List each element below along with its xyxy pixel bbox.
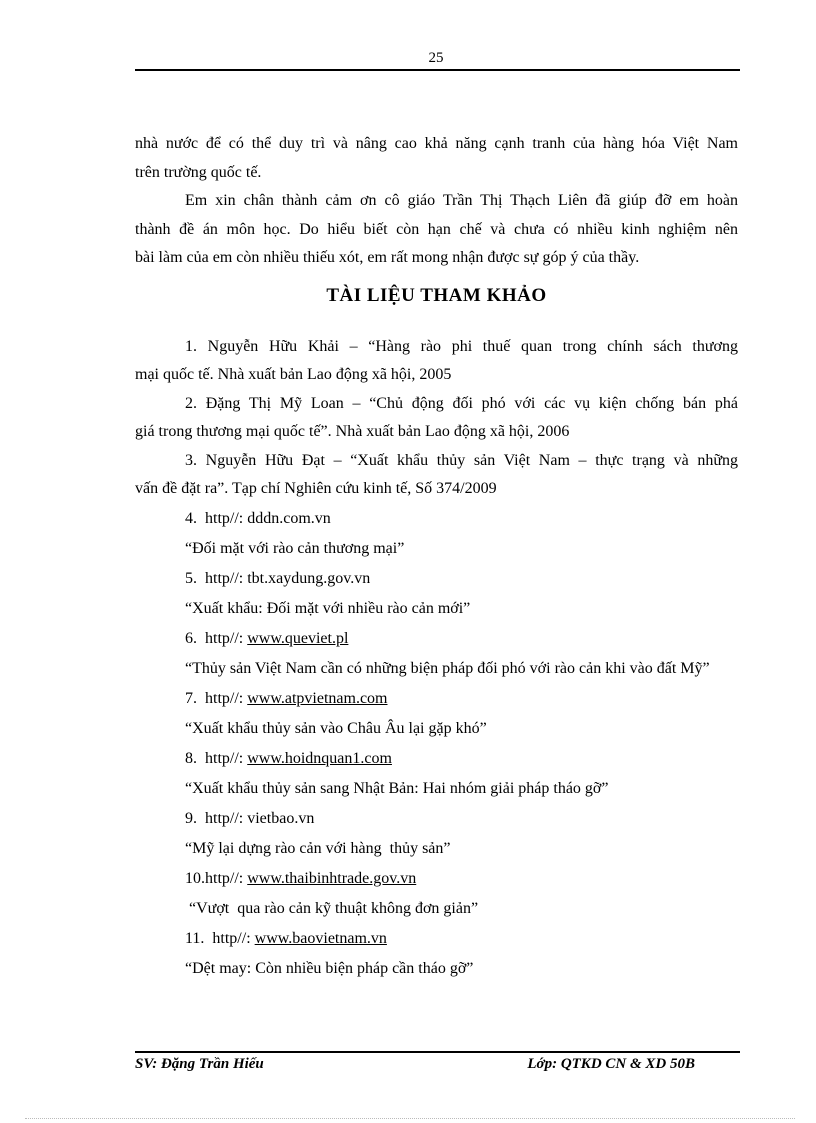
footer-rule [135, 1051, 740, 1053]
reference-title: “Dệt may: Còn nhiều biện pháp cần tháo gỡ” [185, 959, 474, 977]
reference-title: “Mỹ lại dựng rào cản với hàng thủy sản” [185, 839, 451, 857]
web-reference-item [135, 864, 738, 924]
text-line: nhà nước để có thể duy trì và nâng cao khả năng cạnh tranh của hàng hóa Việt Nam [135, 135, 738, 152]
book-references [135, 333, 738, 504]
reference-url[interactable]: www.thaibinhtrade.gov.vn [247, 869, 417, 887]
thanks-paragraph [135, 187, 738, 273]
reference-title: “Xuất khẩu thủy sản sang Nhật Bản: Hai nhóm giải pháp tháo gỡ” [185, 779, 609, 797]
text-line: 3. Nguyễn Hữu Đạt – “Xuất khẩu thủy sản Việt Nam – thực trạng và những [185, 451, 738, 469]
url-prefix: http//: [205, 809, 248, 827]
reference-title: “Thủy sản Việt Nam cần có những biện pháp đối phó với rào cản khi vào đất Mỹ” [185, 659, 710, 677]
reference-item [135, 333, 738, 390]
document-body [135, 130, 738, 984]
reference-url[interactable]: www.baovietnam.vn [254, 929, 387, 947]
url-prefix: http//: [205, 869, 248, 887]
reference-url[interactable]: tbt.xaydung.gov.vn [247, 569, 371, 587]
reference-number: 7. [185, 689, 205, 707]
intro-paragraph [135, 130, 738, 187]
reference-number: 9. [185, 809, 205, 827]
text-line: giá trong thương mại quốc tế”. Nhà xuất bản Lao động xã hội, 2006 [135, 423, 570, 440]
reference-item [135, 447, 738, 504]
reference-title: “Xuất khẩu thủy sản vào Châu Âu lại gặp khó” [185, 719, 487, 737]
url-prefix: http//: [205, 569, 248, 587]
web-reference-item [135, 684, 738, 744]
reference-number: 6. [185, 629, 205, 647]
reference-number: 10. [185, 869, 205, 887]
web-reference-item [135, 744, 738, 804]
url-prefix: http//: [205, 749, 248, 767]
url-prefix: http//: [205, 509, 248, 527]
reference-url[interactable]: vietbao.vn [247, 809, 315, 827]
text-line: trên trường quốc tế. [135, 163, 262, 181]
reference-url[interactable]: www.atpvietnam.com [247, 689, 388, 707]
url-prefix: http//: [212, 929, 255, 947]
text-line: thành đề án môn học. Do hiểu biết còn hạn chế và chưa có nhiều kinh nghiệm nên [135, 220, 738, 238]
reference-title: “Xuất khẩu: Đối mặt với nhiều rào cản mới” [185, 599, 471, 617]
page-edge [25, 1118, 795, 1119]
reference-url[interactable]: www.hoidnquan1.com [247, 749, 392, 767]
reference-title: “Vượt qua rào cản kỹ thuật không đơn giản” [185, 899, 479, 917]
text-line: 1. Nguyễn Hữu Khải – “Hàng rào phi thuế quan trong chính sách thương [185, 337, 738, 355]
class-name: Lớp: QTKD CN & XD 50B [527, 1056, 695, 1072]
url-prefix: http//: [205, 689, 248, 707]
web-reference-item [135, 804, 738, 864]
text-line: mại quốc tế. Nhà xuất bản Lao động xã hội, 2005 [135, 366, 452, 383]
web-reference-item [135, 924, 738, 984]
web-reference-item [135, 624, 738, 684]
web-references [135, 504, 738, 984]
text-line: vấn đề đặt ra”. Tạp chí Nghiên cứu kinh tế, Số 374/2009 [135, 480, 497, 497]
student-name: SV: Đặng Trần Hiếu [135, 1056, 264, 1072]
references-heading: TÀI LIỆU THAM KHẢO [326, 284, 547, 306]
web-reference-item [135, 504, 738, 564]
reference-title: “Đối mặt với rào cản thương mại” [185, 539, 405, 557]
reference-url[interactable]: www.queviet.pl [247, 629, 349, 647]
page-number: 25 [428, 50, 444, 66]
reference-number: 4. [185, 509, 205, 527]
header-rule [135, 69, 740, 71]
reference-number: 5. [185, 569, 205, 587]
text-line: 2. Đặng Thị Mỹ Loan – “Chủ động đối phó với các vụ kiện chống bán phá [185, 394, 738, 412]
url-prefix: http//: [205, 629, 248, 647]
reference-number: 8. [185, 749, 205, 767]
text-line: bài làm của em còn nhiều thiếu xót, em rất mong nhận được sự góp ý của thầy. [135, 249, 640, 266]
reference-url[interactable]: dddn.com.vn [247, 509, 331, 527]
web-reference-item [135, 564, 738, 624]
reference-item [135, 390, 738, 447]
reference-number: 11. [185, 929, 213, 947]
text-line: Em xin chân thành cảm ơn cô giáo Trần Thị Thạch Liên đã giúp đỡ em hoàn [185, 192, 738, 209]
